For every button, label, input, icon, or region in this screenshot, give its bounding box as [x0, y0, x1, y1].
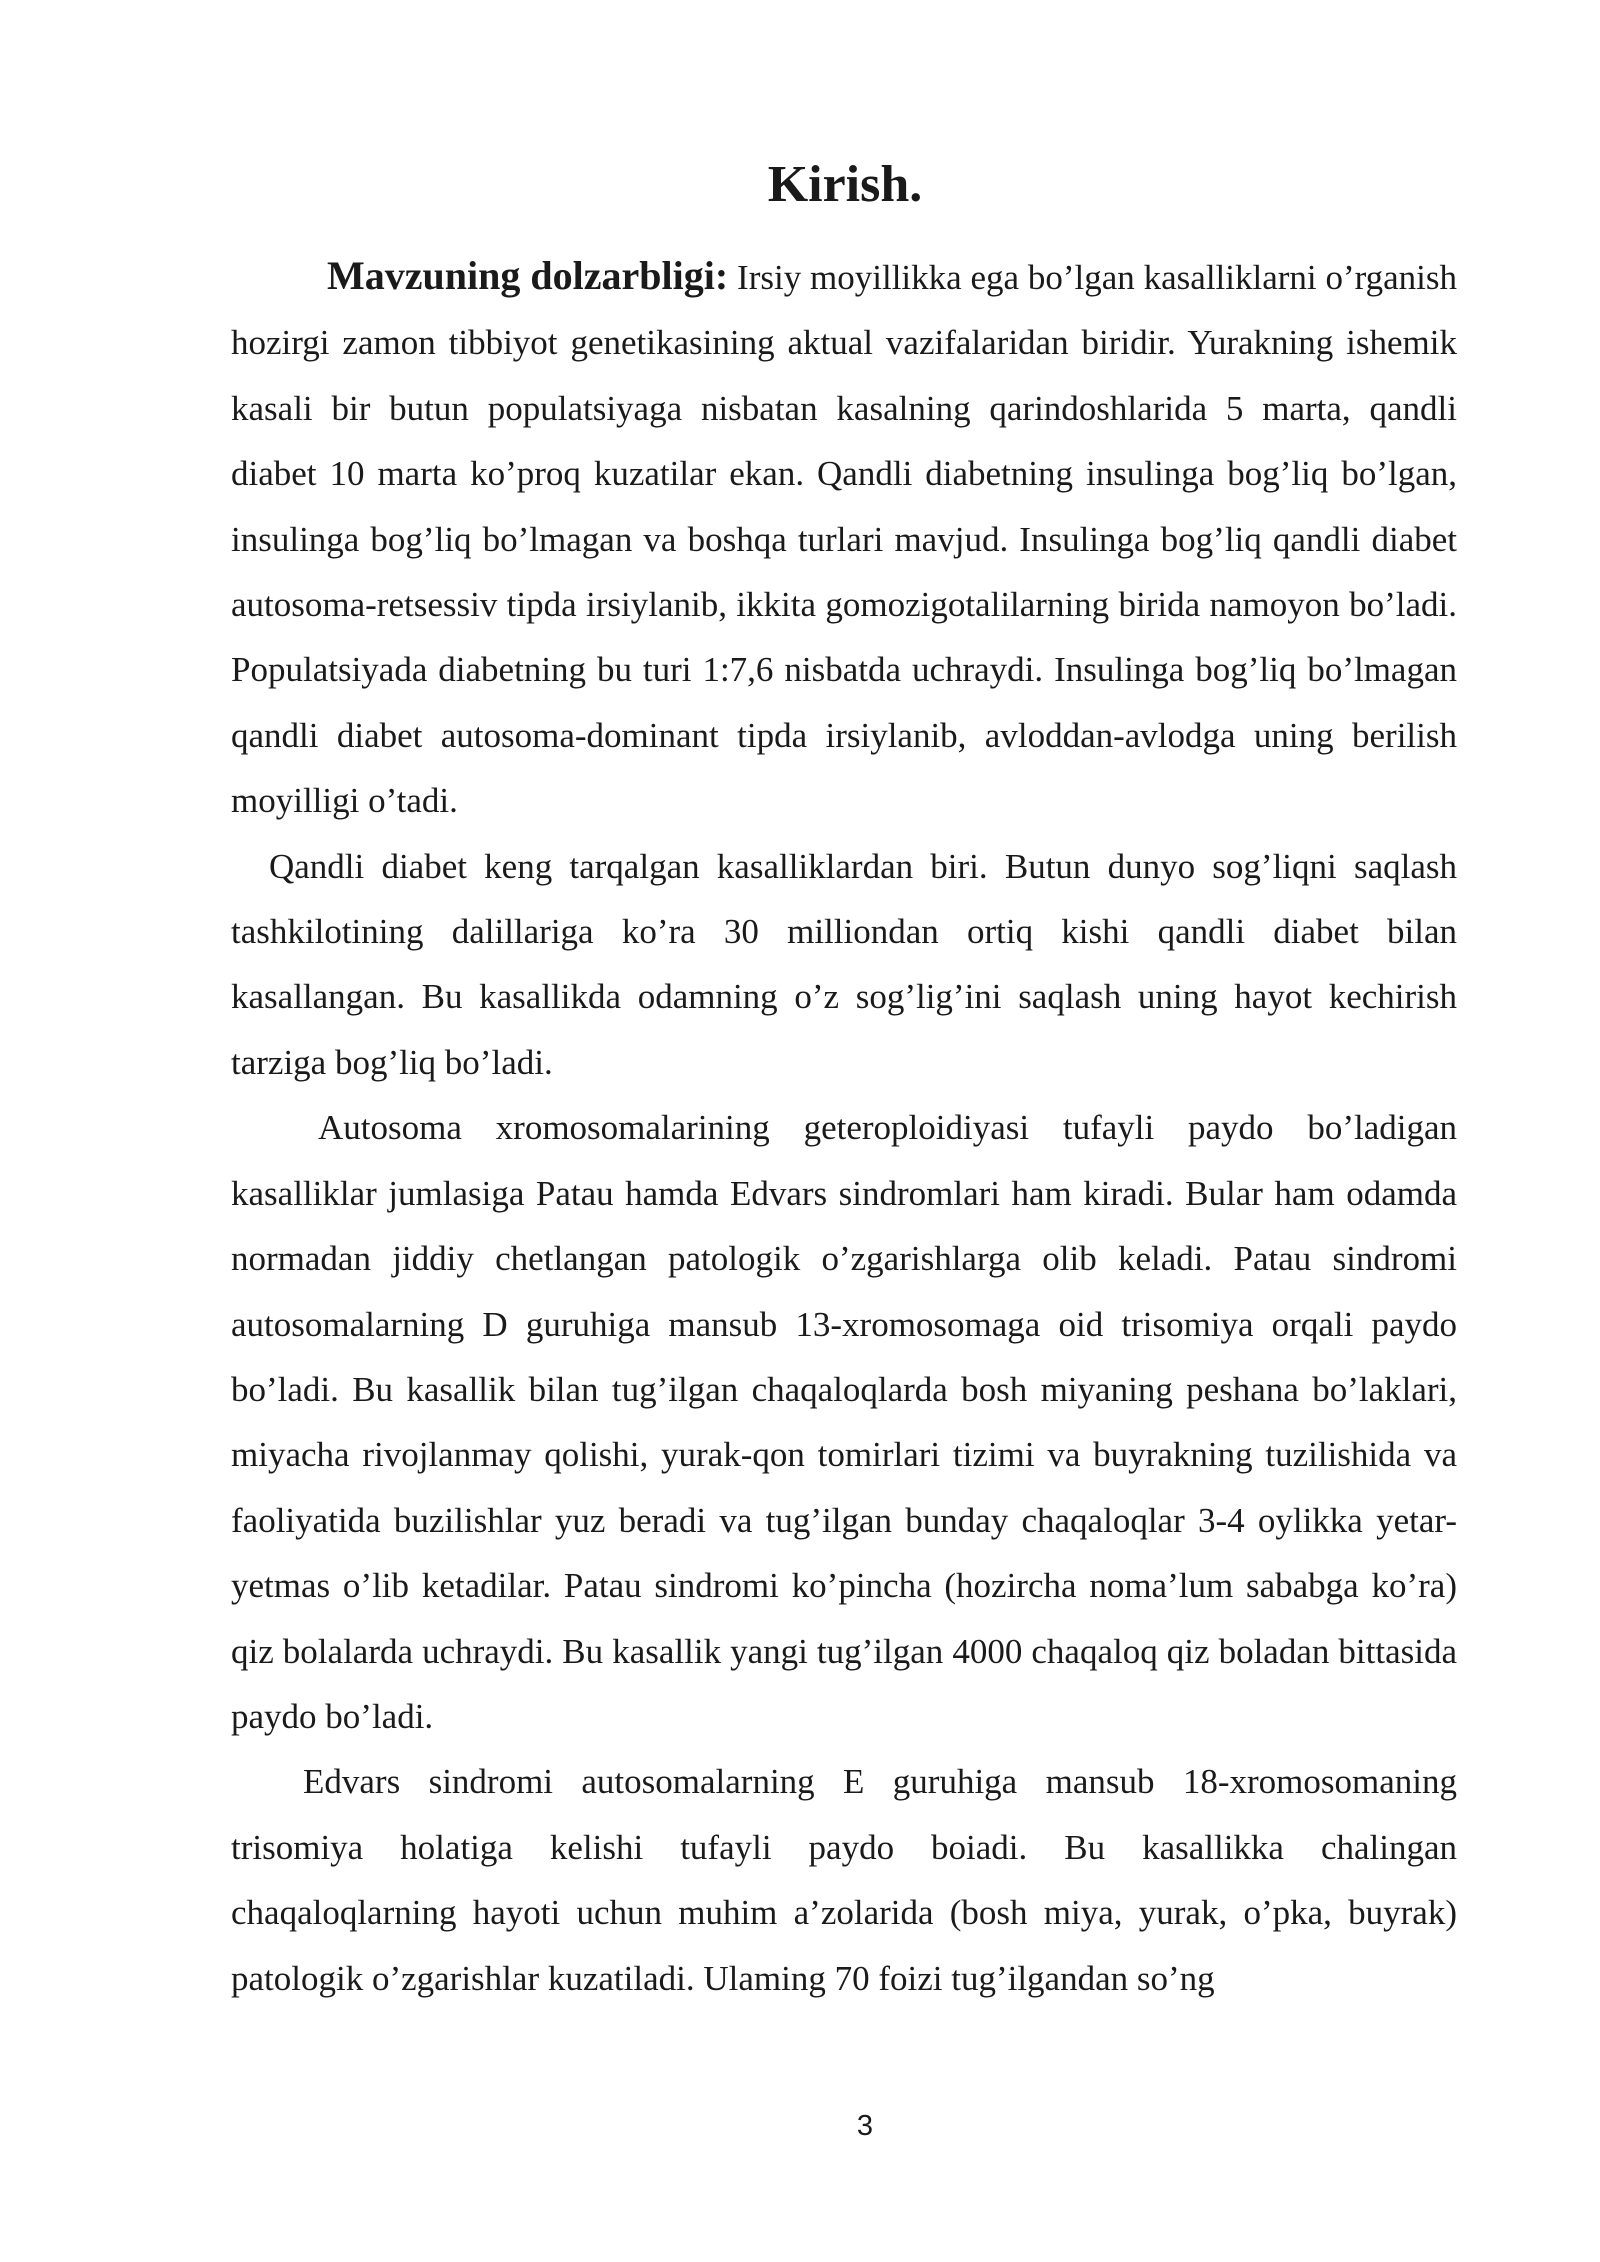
page-number: 3 [856, 2110, 874, 2142]
paragraph-lead-heading: Mavzuning dolzarbligi: [327, 253, 729, 298]
paragraph-edvars: Edvars sindromi autosomalarning E guruhiga mansub 18-xromosomaning trisomiya holatiga kelishi tufayli paydo boiadi. Bu kasallikka chalingan chaqaloqlarning hayoti uchun muhim a’zolarida (bosh miya, yurak, o’pka, buyrak) patologik o’zgarishlar kuzatiladi. Ulaming 70 foizi tug’ilgandan so’ng [231, 1762, 1457, 1998]
paragraph-relevance [231, 243, 1457, 834]
paragraph-patau: Autosoma xromosomalarining geteroploidiyasi tufayli paydo bo’ladigan kasalliklar jumlasiga Patau hamda Edvars sindromlari ham kiradi. Bular ham odamda normadan jiddiy chetlangan patologik o’zgarishlarga olib keladi. Patau sindromi autosomalarning D guruhiga mansub 13-xromosomaga oid trisomiya orqali paydo bo’ladi. Bu kasallik bilan tug’ilgan chaqaloqlarda bosh miyaning peshana bo’laklari, miyacha rivojlanmay qolishi, yurak-qon tomirlari tizimi va buyrakning tuzilishida va faoliyatida buzilishlar yuz beradi va tug’ilgan bunday chaqaloqlar 3-4 oylikka yetar-yetmas o’lib ketadilar. Patau sindromi ko’pincha (hozircha noma’lum sababga ko’ra) qiz bolalarda uchraydi. Bu kasallik yangi tug’ilgan 4000 chaqaloq qiz boladan bittasida paydo bo’ladi. [231, 1108, 1457, 1736]
paragraph-relevance-text: Irsiy moyillikka ega bo’lgan kasalliklarni o’rganish hozirgi zamon tibbiyot genetikasining aktual vazifalaridan biridir. Yurakning ishemik kasali bir butun populatsiyaga nisbatan kasalning qarindoshlarida 5 marta, qandli diabet 10 marta ko’proq kuzatilar ekan. Qandli diabetning insulinga bog’liq bo’lgan, insulinga bog’liq bo’lmagan va boshqa turlari mavjud. Insulinga bog’liq qandli diabet autosoma-retsessiv tipda irsiylanib, ikkita gomozigotalilarning birida namoyon bo’ladi. Populatsiyada diabetning bu turi 1:7,6 nisbatda uchraydi. Insulinga bog’liq bo’lmagan qandli diabet autosoma-dominant tipda irsiylanib, avloddan-avlodga uning berilish moyilligi o’tadi. [231, 258, 1458, 821]
body-text [231, 243, 1457, 2011]
paragraph-diabetes: Qandli diabet keng tarqalgan kasalliklardan biri. Butun dunyo sog’liqni saqlash tashkilotining dalillariga ko’ra 30 milliondan ortiq kishi qandli diabet bilan kasallangan. Bu kasallikda odamning o’z sog’lig’ini saqlash uning hayot kechirish tarziga bog’liq bo’ladi. [231, 846, 1457, 1082]
page-title: Kirish. [767, 156, 923, 213]
